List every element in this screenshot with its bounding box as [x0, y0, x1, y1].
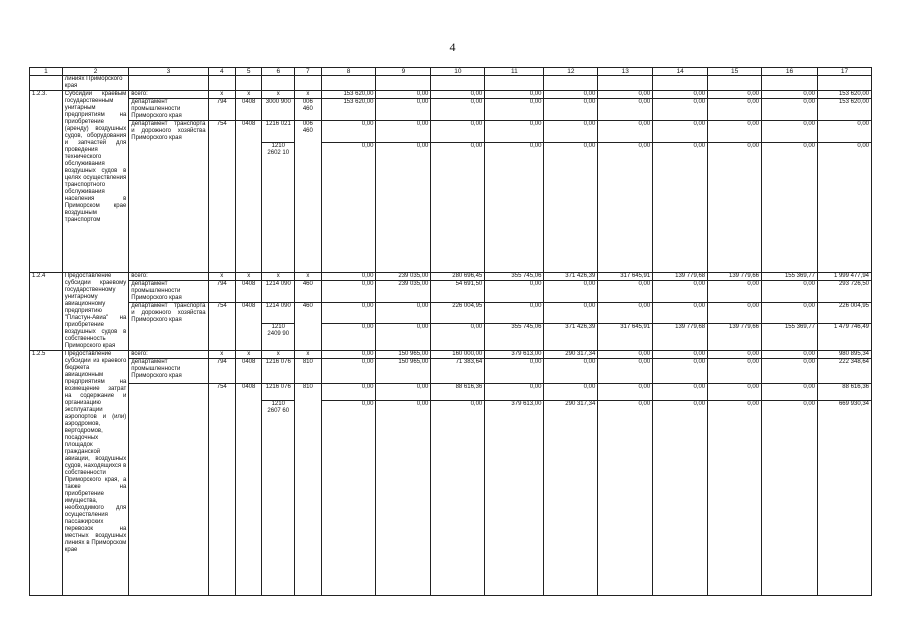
value-cell: 155 369,77	[762, 272, 818, 280]
table-row	[30, 383, 872, 400]
table-cell: 794	[208, 358, 235, 383]
table-cell: департамент транспорта и дорожного хозяйства Приморского края	[129, 121, 208, 143]
table-cell: х	[235, 272, 261, 280]
row-name-cell: линиях Приморского края	[62, 76, 129, 91]
value-cell: 160 000,00	[431, 350, 485, 358]
table-cell: х	[262, 91, 295, 99]
column-header: 7	[295, 68, 321, 76]
value-cell: 239 035,00	[376, 280, 431, 302]
value-cell: 0,00	[321, 324, 376, 350]
table-cell: 0408	[235, 99, 261, 121]
value-cell: 379 613,00	[485, 400, 544, 595]
table-cell	[235, 142, 261, 272]
value-cell: 139 779,68	[653, 324, 708, 350]
value-cell: 0,00	[762, 99, 818, 121]
value-cell: 222 348,64	[818, 358, 872, 383]
table-cell: 0408	[235, 383, 261, 400]
table-cell: х	[208, 272, 235, 280]
table-cell: всего:	[129, 91, 208, 99]
table-cell: департамент транспорта и дорожного хозяйства Приморского края	[129, 302, 208, 324]
page-number: 4	[449, 40, 456, 54]
table-cell: х	[295, 350, 321, 358]
value-cell: 153 620,00	[321, 91, 376, 99]
value-cell: 88 616,36	[818, 383, 872, 400]
table-cell: 1214 090	[262, 302, 295, 324]
value-cell: 0,00	[653, 121, 708, 143]
column-header: 4	[208, 68, 235, 76]
value-cell: 71 383,64	[431, 358, 485, 383]
value-cell: 0,00	[818, 121, 872, 143]
table-cell: х	[262, 272, 295, 280]
value-cell: 0,00	[431, 91, 485, 99]
value-cell: 0,00	[544, 142, 598, 272]
table-cell: х	[208, 91, 235, 99]
value-cell: 379 613,00	[485, 350, 544, 358]
table-cell: департамент промышленности Приморского края	[129, 99, 208, 121]
value-cell: 0,00	[376, 324, 431, 350]
table-cell	[544, 76, 598, 91]
value-cell: 0,00	[653, 400, 708, 595]
table-cell: всего:	[129, 272, 208, 280]
row-name-cell: Предоставление субсидии из краевого бюджета авиационным предприятиям на возмещение затрат на содержание и организацию эксплуатации аэропортов и (или) аэродромов, вертодромов, посадочных площадок гражданской авиации, воздушных судов, находящихся в собственности Приморского края, а также на приобретение имущества, необходимого для осуществления пассажирских перевозок на местных воздушных линиях в Приморском крае	[62, 350, 129, 595]
table-cell: 1216 021	[262, 121, 295, 143]
table-cell: департамент промышленности Приморского края	[129, 358, 208, 383]
value-cell: 0,00	[321, 383, 376, 400]
value-cell: 0,00	[653, 383, 708, 400]
table-cell: 754	[208, 302, 235, 324]
table-cell	[262, 76, 295, 91]
value-cell: 0,00	[376, 383, 431, 400]
table-row	[30, 358, 872, 383]
value-cell: 0,00	[708, 121, 762, 143]
table-cell	[376, 76, 431, 91]
table-row	[30, 272, 872, 280]
column-header: 11	[485, 68, 544, 76]
column-header: 15	[708, 68, 762, 76]
value-cell: 0,00	[485, 280, 544, 302]
value-cell: 0,00	[376, 99, 431, 121]
value-cell: 0,00	[708, 358, 762, 383]
table-cell: 460	[295, 302, 321, 324]
value-cell: 0,00	[544, 383, 598, 400]
value-cell: 1 479 746,49	[818, 324, 872, 350]
value-cell: 88 616,36	[431, 383, 485, 400]
value-cell: 0,00	[321, 280, 376, 302]
table-cell	[129, 400, 208, 595]
table-cell	[762, 76, 818, 91]
value-cell: 54 691,50	[431, 280, 485, 302]
value-cell: 0,00	[544, 280, 598, 302]
value-cell: 0,00	[598, 91, 653, 99]
table-cell	[653, 76, 708, 91]
budget-table	[29, 67, 872, 596]
value-cell: 0,00	[376, 400, 431, 595]
value-cell: 0,00	[708, 142, 762, 272]
value-cell: 0,00	[762, 400, 818, 595]
table-cell	[235, 76, 261, 91]
table-cell: х	[208, 350, 235, 358]
value-cell: 153 620,00	[818, 91, 872, 99]
value-cell: 0,00	[762, 383, 818, 400]
value-cell: 0,00	[485, 99, 544, 121]
value-cell: 0,00	[708, 350, 762, 358]
value-cell: 153 620,00	[818, 99, 872, 121]
column-header: 10	[431, 68, 485, 76]
value-cell: 0,00	[598, 99, 653, 121]
value-cell: 0,00	[321, 302, 376, 324]
table-cell	[129, 383, 208, 400]
value-cell: 0,00	[762, 358, 818, 383]
table-row	[30, 400, 872, 595]
table-cell	[208, 142, 235, 272]
column-header: 14	[653, 68, 708, 76]
value-cell: 0,00	[762, 350, 818, 358]
table-cell: 754	[208, 383, 235, 400]
value-cell: 0,00	[708, 280, 762, 302]
column-header: 16	[762, 68, 818, 76]
table-cell: 3000 900	[262, 99, 295, 121]
value-cell: 226 004,95	[818, 302, 872, 324]
value-cell: 0,00	[544, 302, 598, 324]
value-cell: 0,00	[708, 91, 762, 99]
column-header: 13	[598, 68, 653, 76]
value-cell: 0,00	[653, 142, 708, 272]
table-cell: х	[295, 272, 321, 280]
column-header: 2	[62, 68, 129, 76]
value-cell: 371 426,39	[544, 272, 598, 280]
table-cell	[485, 76, 544, 91]
value-cell: 669 930,34	[818, 400, 872, 595]
table-cell: 006 460	[295, 99, 321, 121]
value-cell: 0,00	[653, 91, 708, 99]
table-cell	[208, 324, 235, 350]
value-cell: 0,00	[598, 350, 653, 358]
column-header: 17	[818, 68, 872, 76]
value-cell: 0,00	[762, 91, 818, 99]
table-row	[30, 350, 872, 358]
table-cell: 794	[208, 280, 235, 302]
value-cell: 0,00	[431, 142, 485, 272]
value-cell: 0,00	[653, 350, 708, 358]
value-cell: 0,00	[598, 400, 653, 595]
table-cell: всего:	[129, 350, 208, 358]
value-cell: 0,00	[321, 272, 376, 280]
table-cell	[295, 324, 321, 350]
table-row	[30, 142, 872, 272]
table-cell	[235, 400, 261, 595]
value-cell: 139 779,68	[653, 272, 708, 280]
value-cell: 0,00	[598, 142, 653, 272]
value-cell: 0,00	[598, 358, 653, 383]
value-cell: 0,00	[762, 280, 818, 302]
value-cell: 0,00	[485, 383, 544, 400]
value-cell: 0,00	[376, 91, 431, 99]
value-cell: 155 369,77	[762, 324, 818, 350]
value-cell: 317 645,91	[598, 324, 653, 350]
value-cell: 0,00	[321, 142, 376, 272]
value-cell: 980 895,34	[818, 350, 872, 358]
table-cell: 1210 2409 90	[262, 324, 295, 350]
value-cell: 371 426,39	[544, 324, 598, 350]
table-cell: х	[295, 91, 321, 99]
column-header: 1	[30, 68, 63, 76]
header-row	[30, 68, 872, 76]
table-cell: 460	[295, 280, 321, 302]
value-cell: 0,00	[653, 302, 708, 324]
table-cell	[321, 76, 376, 91]
value-cell: 0,00	[544, 358, 598, 383]
table-cell	[208, 76, 235, 91]
value-cell: 0,00	[544, 99, 598, 121]
column-header: 8	[321, 68, 376, 76]
value-cell: 280 696,45	[431, 272, 485, 280]
value-cell: 0,00	[485, 358, 544, 383]
value-cell: 0,00	[321, 350, 376, 358]
value-cell: 0,00	[485, 121, 544, 143]
table-cell: х	[262, 350, 295, 358]
value-cell: 0,00	[431, 121, 485, 143]
table-cell	[295, 142, 321, 272]
value-cell: 355 745,06	[485, 324, 544, 350]
value-cell: 0,00	[431, 99, 485, 121]
value-cell: 139 779,66	[708, 272, 762, 280]
value-cell: 226 004,95	[431, 302, 485, 324]
value-cell: 0,00	[708, 302, 762, 324]
table-cell: 1216 076	[262, 383, 295, 400]
table-cell	[708, 76, 762, 91]
table-row	[30, 121, 872, 143]
table-row	[30, 324, 872, 350]
table-cell: 0408	[235, 302, 261, 324]
value-cell: 0,00	[598, 383, 653, 400]
column-header: 9	[376, 68, 431, 76]
value-cell: 0,00	[653, 99, 708, 121]
row-number-cell: 1.2.4	[30, 272, 63, 350]
value-cell: 139 779,66	[708, 324, 762, 350]
column-header: 6	[262, 68, 295, 76]
value-cell: 293 726,50	[818, 280, 872, 302]
value-cell: 239 035,00	[376, 272, 431, 280]
table-cell: 810	[295, 383, 321, 400]
table-cell: 1210 2607 60	[262, 400, 295, 595]
column-header: 5	[235, 68, 261, 76]
value-cell: 0,00	[321, 400, 376, 595]
table-cell: х	[235, 91, 261, 99]
value-cell: 0,00	[485, 91, 544, 99]
value-cell: 290 317,34	[544, 350, 598, 358]
table-cell	[235, 324, 261, 350]
value-cell: 317 645,91	[598, 272, 653, 280]
value-cell: 0,00	[485, 302, 544, 324]
table-cell: 1214 090	[262, 280, 295, 302]
table-row	[30, 91, 872, 99]
table-cell: х	[235, 350, 261, 358]
table-row	[30, 76, 872, 91]
value-cell: 0,00	[376, 302, 431, 324]
table-cell: 0408	[235, 280, 261, 302]
value-cell: 0,00	[653, 358, 708, 383]
value-cell: 0,00	[598, 280, 653, 302]
value-cell: 355 745,06	[485, 272, 544, 280]
value-cell: 0,00	[321, 358, 376, 383]
value-cell: 0,00	[376, 121, 431, 143]
row-number-cell: 1.2.5	[30, 350, 63, 595]
value-cell: 0,00	[431, 400, 485, 595]
table-cell: 794	[208, 99, 235, 121]
value-cell: 0,00	[653, 280, 708, 302]
value-cell: 0,00	[762, 121, 818, 143]
table-cell	[129, 324, 208, 350]
value-cell: 290 317,34	[544, 400, 598, 595]
table-cell: департамент промышленности Приморского края	[129, 280, 208, 302]
value-cell: 0,00	[321, 121, 376, 143]
table-row	[30, 99, 872, 121]
value-cell: 1 999 477,94	[818, 272, 872, 280]
value-cell: 0,00	[818, 142, 872, 272]
value-cell: 0,00	[598, 121, 653, 143]
table-cell: 0408	[235, 121, 261, 143]
table-cell	[598, 76, 653, 91]
table-row	[30, 302, 872, 324]
column-header: 3	[129, 68, 208, 76]
value-cell: 0,00	[544, 121, 598, 143]
value-cell: 150 965,00	[376, 358, 431, 383]
value-cell: 0,00	[598, 302, 653, 324]
row-name-cell: Предоставление субсидии краевому государственному унитарному авиационному предприятию "Пластун-Авиа" на приобретение воздушных судов в собственность Приморского края	[62, 272, 129, 350]
value-cell: 153 620,00	[321, 99, 376, 121]
table-cell: 006 460	[295, 121, 321, 143]
table-cell: 810	[295, 358, 321, 383]
row-name-cell: Субсидии краевым государственным унитарным предприятиям на приобретение (аренду) воздушных судов, оборудования и запчастей для проведения технического обслуживания воздушных судов в целях осуществления транспортного обслуживания населения в Приморском крае воздушным транспортом	[62, 91, 129, 273]
table-cell	[129, 76, 208, 91]
table-cell: 1210 2602 10	[262, 142, 295, 272]
value-cell: 0,00	[376, 142, 431, 272]
value-cell: 0,00	[708, 400, 762, 595]
value-cell: 0,00	[762, 302, 818, 324]
value-cell: 0,00	[485, 142, 544, 272]
value-cell: 0,00	[708, 383, 762, 400]
table-cell	[208, 400, 235, 595]
value-cell: 0,00	[708, 99, 762, 121]
value-cell: 150 965,00	[376, 350, 431, 358]
table-cell	[129, 142, 208, 272]
value-cell: 0,00	[762, 142, 818, 272]
table-cell	[295, 76, 321, 91]
row-number-cell: 1.2.3.	[30, 91, 63, 273]
table-cell: 754	[208, 121, 235, 143]
table-row	[30, 280, 872, 302]
table-cell: 0408	[235, 358, 261, 383]
value-cell: 0,00	[431, 324, 485, 350]
value-cell: 0,00	[544, 91, 598, 99]
row-number-cell	[30, 76, 63, 91]
table-cell	[295, 400, 321, 595]
table-cell	[818, 76, 872, 91]
table-cell	[431, 76, 485, 91]
column-header: 12	[544, 68, 598, 76]
table-cell: 1216 076	[262, 358, 295, 383]
